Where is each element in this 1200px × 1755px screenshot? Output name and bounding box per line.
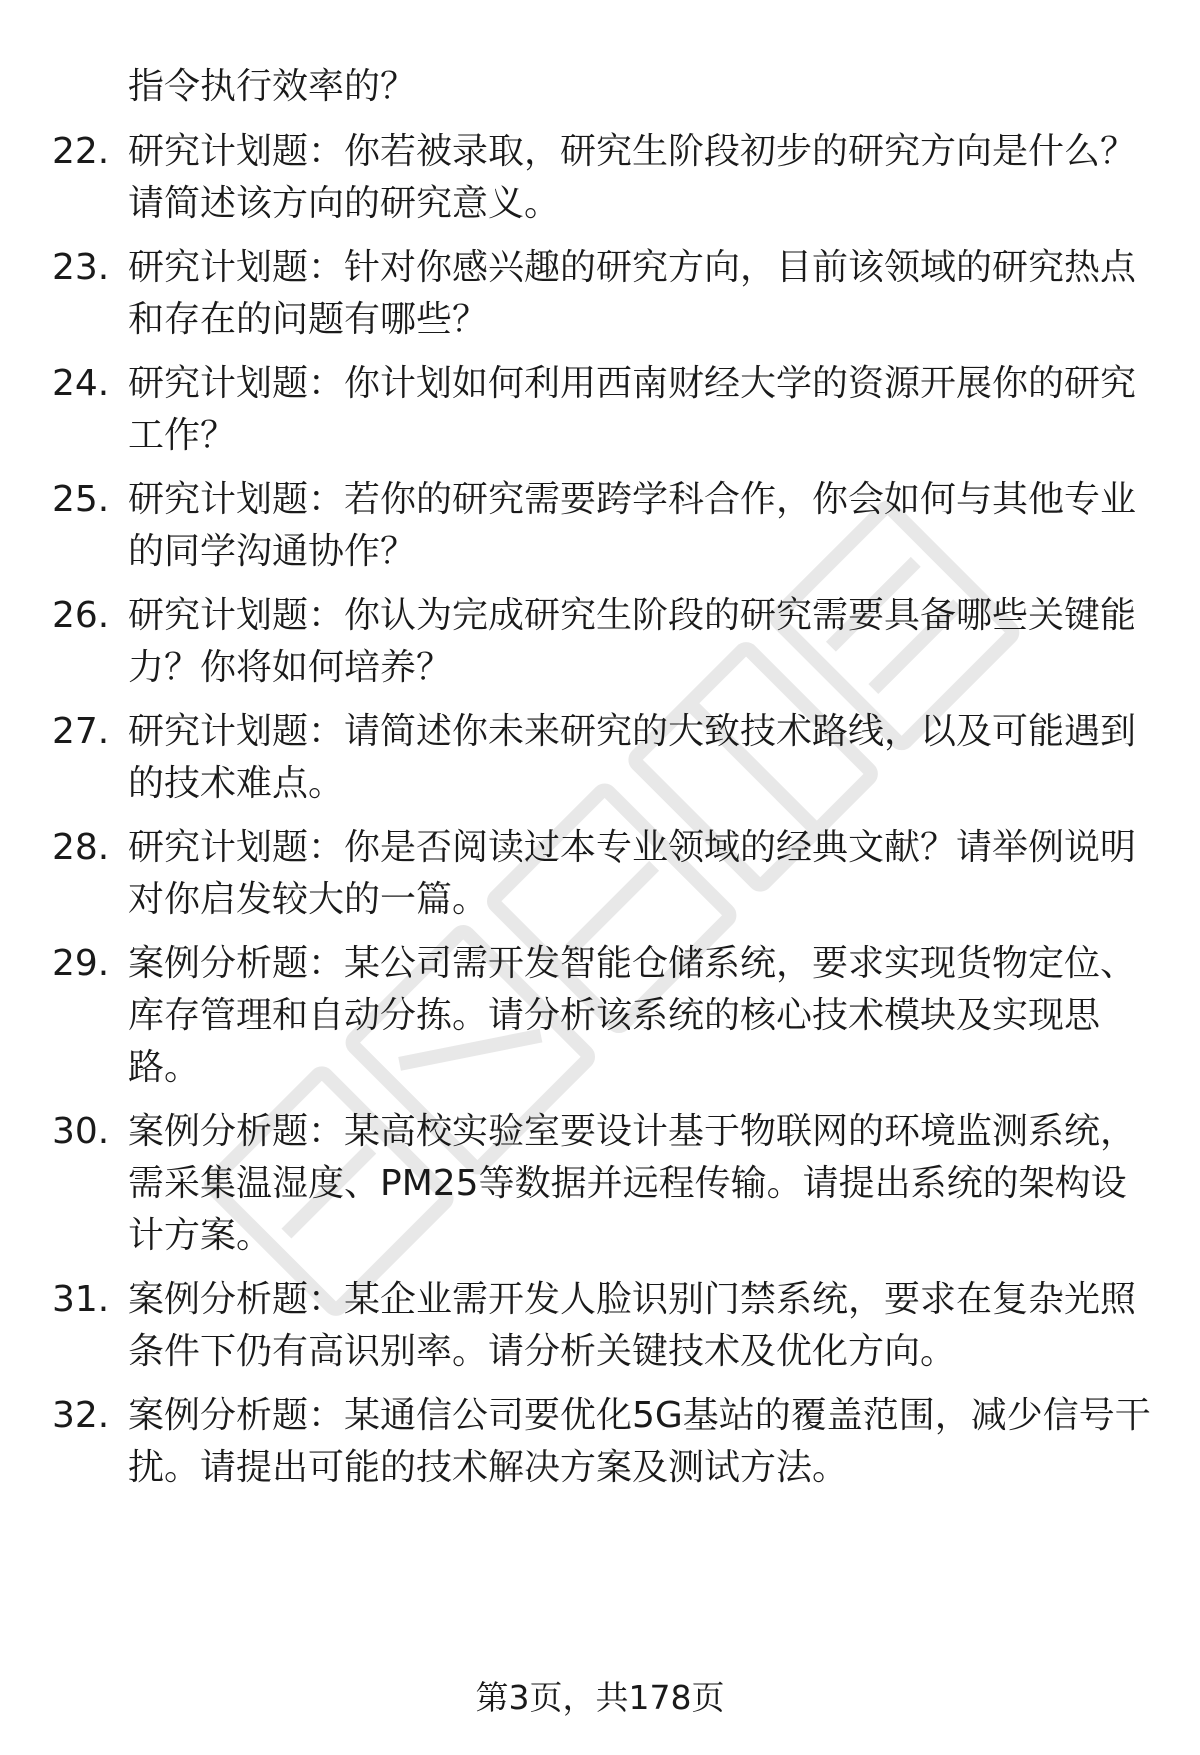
question-text-line: 案例分析题：某高校实验室要设计基于物联网的环境监测系统，	[128, 1111, 1137, 1152]
question-text-line: 条件下仍有高识别率。请分析关键技术及优化方向。	[128, 1331, 957, 1372]
continued-text: 指令执行效率的？	[128, 66, 417, 107]
question-number: 31.	[52, 1279, 110, 1320]
question-text-line: 研究计划题：你认为完成研究生阶段的研究需要具备哪些关键能	[128, 595, 1137, 636]
page-footer: 第3页，共178页	[475, 1678, 725, 1717]
question-number: 32.	[52, 1395, 110, 1436]
question-text-line: 案例分析题：某通信公司要优化5G基站的覆盖范围，减少信号干	[128, 1395, 1151, 1436]
question-text-line: 请简述该方向的研究意义。	[128, 183, 561, 224]
question-text-line: 研究计划题：请简述你未来研究的大致技术路线，以及可能遇到	[128, 711, 1137, 752]
question-text-line: 案例分析题：某公司需开发智能仓储系统，要求实现货物定位、	[128, 943, 1137, 984]
question-number: 29.	[52, 943, 110, 984]
question-text-line: 对你启发较大的一篇。	[128, 879, 489, 920]
question-text-line: 需采集温湿度、PM25等数据并远程传输。请提出系统的架构设	[128, 1163, 1127, 1204]
question-text-line: 研究计划题：若你的研究需要跨学科合作，你会如何与其他专业	[128, 479, 1137, 520]
question-text-line: 案例分析题：某企业需开发人脸识别门禁系统，要求在复杂光照	[128, 1279, 1137, 1320]
question-number: 24.	[52, 363, 110, 404]
question-number: 28.	[52, 827, 110, 868]
question-text-line: 计方案。	[128, 1215, 273, 1256]
question-number: 30.	[52, 1111, 110, 1152]
question-number: 23.	[52, 247, 110, 288]
question-text-line: 研究计划题：你若被录取，研究生阶段初步的研究方向是什么？	[128, 131, 1137, 172]
question-text-line: 工作？	[128, 415, 237, 456]
question-text-line: 的技术难点。	[128, 763, 345, 804]
question-text-line: 研究计划题：你计划如何利用西南财经大学的资源开展你的研究	[128, 363, 1137, 404]
question-number: 26.	[52, 595, 110, 636]
question-text-line: 研究计划题：你是否阅读过本专业领域的经典文献？请举例说明	[128, 827, 1137, 868]
question-number: 22.	[52, 131, 110, 172]
question-text-line: 扰。请提出可能的技术解决方案及测试方法。	[128, 1447, 849, 1488]
question-text-line: 路。	[128, 1047, 201, 1088]
question-text-line: 的同学沟通协作？	[128, 531, 417, 572]
question-text-line: 研究计划题：针对你感兴趣的研究方向，目前该领域的研究热点	[128, 247, 1137, 288]
question-text-line: 和存在的问题有哪些？	[128, 299, 489, 340]
question-number: 27.	[52, 711, 110, 752]
question-number: 25.	[52, 479, 110, 520]
question-text-line: 库存管理和自动分拣。请分析该系统的核心技术模块及实现思	[128, 995, 1101, 1036]
question-text-line: 力？你将如何培养？	[128, 647, 453, 688]
